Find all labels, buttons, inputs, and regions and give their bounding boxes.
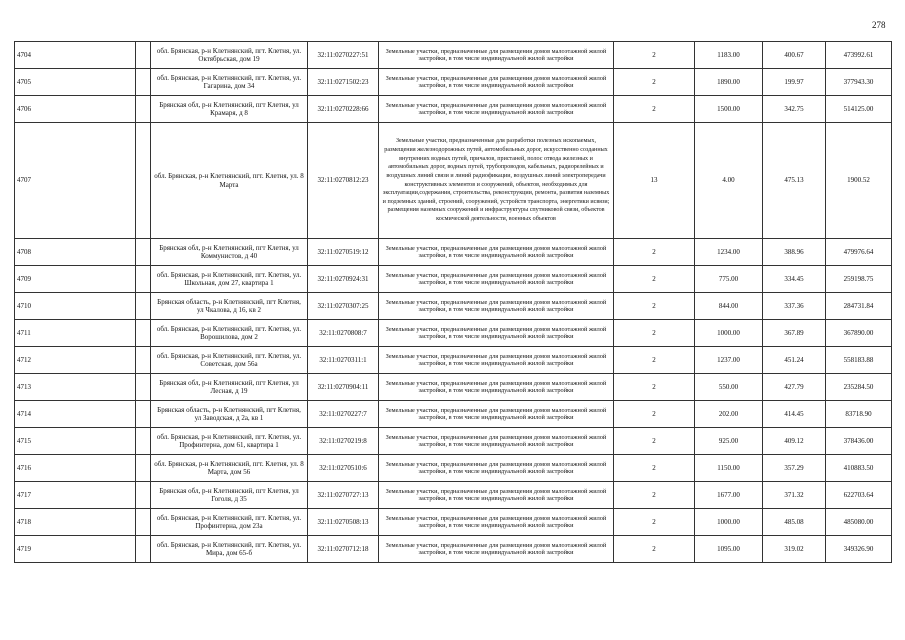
area-cell: 1000.00 [695, 320, 763, 347]
category-cell: 2 [614, 509, 695, 536]
land-use-cell: Земельные участки, предназначенные для размещения домов малоэтажной жилой застройки, в том числе индивидуальной жилой застройки [379, 69, 614, 96]
cadastral-value-cell: 83718.90 [826, 401, 892, 428]
specific-value-cell: 334.45 [763, 266, 826, 293]
cadastral-number-cell: 32:11:0270510:6 [308, 455, 379, 482]
cadastral-value-cell: 1900.52 [826, 123, 892, 239]
cadastral-value-cell: 349326.90 [826, 536, 892, 563]
area-cell: 1234.00 [695, 239, 763, 266]
row-number: 4710 [15, 293, 136, 320]
table-row [15, 96, 892, 123]
address-cell: обл. Брянская, р-н Клетнянский, пгт. Клетня, ул. 8 Марта, дом 56 [151, 455, 308, 482]
area-cell: 775.00 [695, 266, 763, 293]
row-number: 4713 [15, 374, 136, 401]
address-cell: обл. Брянская, р-н Клетнянский, пгт. Клетня, ул. Профинтерна, дом 61, квартира 1 [151, 428, 308, 455]
category-cell: 2 [614, 401, 695, 428]
category-cell: 2 [614, 293, 695, 320]
spacer-cell [136, 536, 151, 563]
category-cell: 2 [614, 536, 695, 563]
area-cell: 1150.00 [695, 455, 763, 482]
cadastral-number-cell: 32:11:0270904:11 [308, 374, 379, 401]
cadastral-number-cell: 32:11:0270812:23 [308, 123, 379, 239]
land-use-cell: Земельные участки, предназначенные для размещения домов малоэтажной жилой застройки, в том числе индивидуальной жилой застройки [379, 293, 614, 320]
land-use-cell: Земельные участки, предназначенные для размещения домов малоэтажной жилой застройки, в том числе индивидуальной жилой застройки [379, 482, 614, 509]
area-cell: 1500.00 [695, 96, 763, 123]
table-row [15, 293, 892, 320]
table-row [15, 428, 892, 455]
area-cell: 844.00 [695, 293, 763, 320]
area-cell: 1237.00 [695, 347, 763, 374]
land-use-cell: Земельные участки, предназначенные для размещения домов малоэтажной жилой застройки, в том числе индивидуальной жилой застройки [379, 509, 614, 536]
cadastral-value-cell: 378436.00 [826, 428, 892, 455]
cadastral-value-cell: 284731.84 [826, 293, 892, 320]
cadastral-number-cell: 32:11:0270508:13 [308, 509, 379, 536]
cadastral-number-cell: 32:11:0270219:8 [308, 428, 379, 455]
row-number: 4712 [15, 347, 136, 374]
cadastral-number-cell: 32:11:0270727:13 [308, 482, 379, 509]
row-number: 4706 [15, 96, 136, 123]
row-number: 4705 [15, 69, 136, 96]
table-row [15, 482, 892, 509]
cadastral-value-cell: 410883.50 [826, 455, 892, 482]
cadastral-value-cell: 485080.00 [826, 509, 892, 536]
category-cell: 2 [614, 320, 695, 347]
table-row [15, 347, 892, 374]
area-cell: 1890.00 [695, 69, 763, 96]
row-number: 4716 [15, 455, 136, 482]
spacer-cell [136, 347, 151, 374]
category-cell: 2 [614, 96, 695, 123]
cadastral-number-cell: 32:11:0270227:7 [308, 401, 379, 428]
address-cell: обл. Брянская, р-н Клетнянский, пгт. Клетня, ул. Ворошилова, дом 2 [151, 320, 308, 347]
address-cell: обл. Брянская, р-н Клетнянский, пгт. Клетня, ул. Гагарина, дом 34 [151, 69, 308, 96]
specific-value-cell: 475.13 [763, 123, 826, 239]
address-cell: Брянская обл, р-н Клетнянский, пгт Клетня, ул Коммунистов, д 40 [151, 239, 308, 266]
specific-value-cell: 337.36 [763, 293, 826, 320]
spacer-cell [136, 455, 151, 482]
row-number: 4708 [15, 239, 136, 266]
spacer-cell [136, 509, 151, 536]
address-cell: Брянская обл, р-н Клетнянский, пгт Клетня, ул Лесная, д 19 [151, 374, 308, 401]
row-number: 4719 [15, 536, 136, 563]
area-cell: 202.00 [695, 401, 763, 428]
table-body [15, 42, 892, 563]
page-number: 278 [872, 20, 886, 30]
cadastral-number-cell: 32:11:0270924:31 [308, 266, 379, 293]
land-use-cell: Земельные участки, предназначенные для размещения домов малоэтажной жилой застройки, в том числе индивидуальной жилой застройки [379, 374, 614, 401]
land-use-cell: Земельные участки, предназначенные для размещения домов малоэтажной жилой застройки, в том числе индивидуальной жилой застройки [379, 320, 614, 347]
category-cell: 2 [614, 374, 695, 401]
cadastral-value-cell: 514125.00 [826, 96, 892, 123]
cadastral-number-cell: 32:11:0270227:51 [308, 42, 379, 69]
category-cell: 2 [614, 347, 695, 374]
table-row [15, 239, 892, 266]
table-row [15, 536, 892, 563]
table-row [15, 266, 892, 293]
land-use-cell: Земельные участки, предназначенные для размещения домов малоэтажной жилой застройки, в том числе индивидуальной жилой застройки [379, 455, 614, 482]
specific-value-cell: 342.75 [763, 96, 826, 123]
table-row [15, 455, 892, 482]
cadastral-value-cell: 479976.64 [826, 239, 892, 266]
category-cell: 2 [614, 42, 695, 69]
cadastral-value-cell: 259198.75 [826, 266, 892, 293]
specific-value-cell: 400.67 [763, 42, 826, 69]
cadastral-number-cell: 32:11:0271502:23 [308, 69, 379, 96]
spacer-cell [136, 320, 151, 347]
address-cell: обл. Брянская, р-н Клетнянский, пгт. Клетня, ул. Октябрьская, дом 19 [151, 42, 308, 69]
land-use-cell: Земельные участки, предназначенные для размещения домов малоэтажной жилой застройки, в том числе индивидуальной жилой застройки [379, 428, 614, 455]
category-cell: 2 [614, 455, 695, 482]
cadastral-value-cell: 235284.50 [826, 374, 892, 401]
specific-value-cell: 427.79 [763, 374, 826, 401]
address-cell: обл. Брянская, р-н Клетнянский, пгт. Клетня, ул. Школьная, дом 27, квартира 1 [151, 266, 308, 293]
category-cell: 2 [614, 239, 695, 266]
table-row [15, 401, 892, 428]
spacer-cell [136, 293, 151, 320]
land-use-cell: Земельные участки, предназначенные для размещения домов малоэтажной жилой застройки, в том числе индивидуальной жилой застройки [379, 96, 614, 123]
row-number: 4714 [15, 401, 136, 428]
area-cell: 925.00 [695, 428, 763, 455]
area-cell: 1000.00 [695, 509, 763, 536]
table-row [15, 374, 892, 401]
land-use-cell: Земельные участки, предназначенные для размещения домов малоэтажной жилой застройки, в том числе индивидуальной жилой застройки [379, 239, 614, 266]
specific-value-cell: 367.89 [763, 320, 826, 347]
spacer-cell [136, 42, 151, 69]
table-row [15, 123, 892, 239]
area-cell: 550.00 [695, 374, 763, 401]
land-use-cell: Земельные участки, предназначенные для размещения домов малоэтажной жилой застройки, в том числе индивидуальной жилой застройки [379, 536, 614, 563]
address-cell: Брянская область, р-н Клетнянский, пгт Клетня, ул Чкалова, д 16, кв 2 [151, 293, 308, 320]
land-use-cell: Земельные участки, предназначенные для размещения домов малоэтажной жилой застройки, в том числе индивидуальной жилой застройки [379, 266, 614, 293]
specific-value-cell: 371.32 [763, 482, 826, 509]
table-row [15, 69, 892, 96]
spacer-cell [136, 239, 151, 266]
cadastral-value-cell: 622703.64 [826, 482, 892, 509]
land-use-cell: Земельные участки, предназначенные для размещения домов малоэтажной жилой застройки, в том числе индивидуальной жилой застройки [379, 42, 614, 69]
cadastral-value-table [14, 41, 892, 563]
spacer-cell [136, 266, 151, 293]
cadastral-number-cell: 32:11:0270307:25 [308, 293, 379, 320]
address-cell: Брянская область, р-н Клетнянский, пгт Клетня, ул Заводская, д 2а, кв 1 [151, 401, 308, 428]
spacer-cell [136, 69, 151, 96]
address-cell: обл. Брянская, р-н Клетнянский, пгт. Клетня, ул. Советская, дом 56а [151, 347, 308, 374]
address-cell: Брянская обл, р-н Клетнянский, пгт Клетня, ул Крамаря, д 8 [151, 96, 308, 123]
cadastral-number-cell: 32:11:0270311:1 [308, 347, 379, 374]
specific-value-cell: 485.08 [763, 509, 826, 536]
specific-value-cell: 414.45 [763, 401, 826, 428]
cadastral-value-cell: 367890.00 [826, 320, 892, 347]
cadastral-number-cell: 32:11:0270712:18 [308, 536, 379, 563]
spacer-cell [136, 374, 151, 401]
row-number: 4711 [15, 320, 136, 347]
category-cell: 2 [614, 69, 695, 96]
spacer-cell [136, 123, 151, 239]
area-cell: 1183.00 [695, 42, 763, 69]
land-use-cell: Земельные участки, предназначенные для разработки полезных ископаемых, размещения железнодорожных путей, автомобильных дорог, искусственно созданных внутренних водных путей, причалов, пристаней, полос отвода железных и автомобильных дорог, водных путей, трубопроводов, кабельных, радиорелейных и воздушных линий связи и линий радиофикации, воздушных линий электропередачи конструктивных элементов и сооружений, объектов, необходимых для эксплуатации,содержания, строительства, реконструкции, ремонта, развития наземных и подземных зданий, строений, сооружений, устройств транспорта, энергетики исвязи; размещения наземных сооружений и инфраструктуры спутниковой связи, объектов космической деятельности, военных объектов [379, 123, 614, 239]
cadastral-number-cell: 32:11:0270808:7 [308, 320, 379, 347]
row-number: 4715 [15, 428, 136, 455]
cadastral-value-cell: 377943.30 [826, 69, 892, 96]
row-number: 4709 [15, 266, 136, 293]
area-cell: 1677.00 [695, 482, 763, 509]
specific-value-cell: 199.97 [763, 69, 826, 96]
spacer-cell [136, 96, 151, 123]
spacer-cell [136, 401, 151, 428]
address-cell: обл. Брянская, р-н Клетнянский, пгт. Клетня, ул. Мира, дом 65-б [151, 536, 308, 563]
spacer-cell [136, 428, 151, 455]
specific-value-cell: 451.24 [763, 347, 826, 374]
specific-value-cell: 357.29 [763, 455, 826, 482]
row-number: 4704 [15, 42, 136, 69]
area-cell: 1095.00 [695, 536, 763, 563]
cadastral-number-cell: 32:11:0270228:66 [308, 96, 379, 123]
specific-value-cell: 319.02 [763, 536, 826, 563]
land-use-cell: Земельные участки, предназначенные для размещения домов малоэтажной жилой застройки, в том числе индивидуальной жилой застройки [379, 401, 614, 428]
specific-value-cell: 388.96 [763, 239, 826, 266]
cadastral-value-cell: 558183.88 [826, 347, 892, 374]
spacer-cell [136, 482, 151, 509]
row-number: 4718 [15, 509, 136, 536]
specific-value-cell: 409.12 [763, 428, 826, 455]
cadastral-value-cell: 473992.61 [826, 42, 892, 69]
address-cell: обл. Брянская, р-н Клетнянский, пгт. Клетня, ул. 8 Марта [151, 123, 308, 239]
land-use-cell: Земельные участки, предназначенные для размещения домов малоэтажной жилой застройки, в том числе индивидуальной жилой застройки [379, 347, 614, 374]
row-number: 4707 [15, 123, 136, 239]
row-number: 4717 [15, 482, 136, 509]
table-row [15, 320, 892, 347]
address-cell: Брянская обл, р-н Клетнянский, пгт Клетня, ул Гоголя, д 35 [151, 482, 308, 509]
category-cell: 2 [614, 428, 695, 455]
area-cell: 4.00 [695, 123, 763, 239]
category-cell: 2 [614, 266, 695, 293]
table-row [15, 42, 892, 69]
address-cell: обл. Брянская, р-н Клетнянский, пгт. Клетня, ул. Профинтерна, дом 23а [151, 509, 308, 536]
category-cell: 2 [614, 482, 695, 509]
table-row [15, 509, 892, 536]
cadastral-number-cell: 32:11:0270519:12 [308, 239, 379, 266]
category-cell: 13 [614, 123, 695, 239]
